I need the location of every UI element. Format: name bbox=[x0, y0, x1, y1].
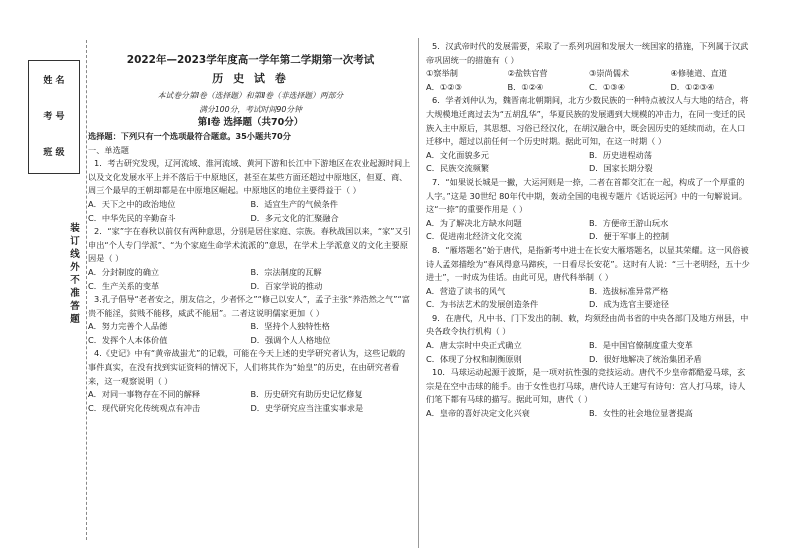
seal-char: 外 bbox=[70, 262, 80, 273]
option[interactable]: D．①②③④ bbox=[670, 81, 715, 92]
seal-char: 订 bbox=[70, 236, 80, 247]
instructions: 选择题：下列只有一个选项最符合题意。35小题共70分 bbox=[88, 130, 291, 141]
question-stem: 4.《史记》中有“黄帝战蚩尤”的记载，可能在今天上述的史学研究者认为，这些记载的事件真实，在没有找到实证资料的情况下，人们将其作为“始皇”的历史，在由研究者看来，这一观察说明（ ） bbox=[88, 348, 406, 386]
option[interactable]: D．百家学说的推动 bbox=[250, 280, 323, 291]
question-stem: 2．“家”字在春秋以前仅有两种意思，分别是居住家庭、宗族。春秋战国以来，“家”又引申出“个人专门学派”、“为个家庭生命学术流派的”意思，在学术上学派意义的文化主要原因是（ ） bbox=[88, 226, 411, 264]
option[interactable]: B．①②④ bbox=[507, 81, 544, 92]
question-stem: 8．“雁塔题名”始于唐代，是指新考中进士在长安大雁塔题名，以显其荣耀。这一风俗被诗人孟郊描绘为“春风得意马蹄疾，一日看尽长安花”。这时有人说：“三十老明经，五十少进士”，一时成为佳话。由此可见，唐代科举制（ ） bbox=[426, 244, 750, 283]
column-divider bbox=[418, 38, 419, 548]
option-list bbox=[88, 388, 413, 415]
binding-line-warning bbox=[68, 222, 82, 326]
option[interactable]: A．皇帝的喜好决定文化兴衰 bbox=[426, 408, 530, 419]
statement-list bbox=[426, 67, 752, 81]
exam-title: 2022年—2023学年度高一学年第二学期第一次考试 bbox=[126, 54, 375, 66]
seal-char: 答 bbox=[70, 301, 80, 312]
seal-char: 准 bbox=[70, 288, 80, 299]
option[interactable]: A．文化面貌多元 bbox=[426, 149, 489, 160]
option-list bbox=[88, 266, 413, 293]
question bbox=[426, 176, 752, 244]
option[interactable]: C．民族交流频繁 bbox=[426, 163, 490, 174]
option-list bbox=[426, 81, 752, 95]
option[interactable]: C．体现了分权和制衡原则 bbox=[426, 353, 522, 364]
exam-score-note: 满分100分，考试时间90分钟 bbox=[199, 104, 302, 114]
section-heading: 一、单选题 bbox=[88, 144, 129, 155]
exam-number-field-label: 考 号 bbox=[43, 112, 65, 122]
option[interactable]: B．是中国官僚制度重大变革 bbox=[589, 340, 693, 351]
option[interactable]: B．历史研究有助历史记忆修复 bbox=[250, 389, 363, 400]
option-list bbox=[88, 198, 413, 225]
option[interactable]: A．努力完善个人品德 bbox=[88, 321, 168, 332]
option[interactable]: D．很好地解决了统治集团矛盾 bbox=[589, 353, 702, 364]
seal-char: 题 bbox=[70, 314, 80, 325]
statement: ④修驰道、直道 bbox=[670, 68, 727, 79]
option[interactable]: C．中华先民的辛勤奋斗 bbox=[88, 212, 176, 223]
statement: ③崇尚儒术 bbox=[589, 68, 630, 79]
question-stem: 1．考古研究发现，辽河流域、淮河流域、黄河下游和长江中下游地区在农业起源时间上以及文化发展水平上并不落后于中原地区，甚至在某些方面还超过中原地区，但夏、商、周三个最早的王朝却都是在中原地区崛起。中原地区的地位主要得益于（ ） bbox=[88, 158, 411, 196]
option[interactable]: A．对同一事物存在不同的解释 bbox=[88, 389, 201, 400]
exam-subject: 历 史 试 卷 bbox=[212, 71, 289, 85]
option[interactable]: C．促进南北经济文化交流 bbox=[426, 231, 522, 242]
option[interactable]: D．多元文化的汇聚融合 bbox=[250, 212, 339, 223]
option[interactable]: A．分封制度的确立 bbox=[88, 266, 160, 277]
option[interactable]: C．生产关系的变革 bbox=[88, 280, 160, 291]
option[interactable]: D．便于军事上的控制 bbox=[589, 231, 669, 242]
option[interactable]: C．发挥个人本体价值 bbox=[88, 334, 168, 345]
student-info-box bbox=[28, 60, 80, 174]
option[interactable]: A．天下之中的政治地位 bbox=[88, 198, 176, 209]
option[interactable]: B．方便帝王游山玩水 bbox=[589, 217, 669, 228]
option[interactable]: A．①②③ bbox=[426, 81, 462, 92]
option[interactable]: B．宗法制度的瓦解 bbox=[250, 266, 322, 277]
question bbox=[88, 225, 413, 293]
option[interactable]: A．营造了读书的风气 bbox=[426, 285, 506, 296]
option[interactable]: D．成为选官主要途径 bbox=[589, 299, 669, 310]
binding-dashed-line bbox=[86, 40, 87, 540]
seal-char: 线 bbox=[70, 249, 80, 260]
option[interactable]: C．①③④ bbox=[589, 81, 625, 92]
option[interactable]: B．历史进程动荡 bbox=[589, 149, 652, 160]
option[interactable]: C．为书法艺术的发展创造条件 bbox=[426, 299, 539, 310]
question-stem: 9．在唐代，凡中书、门下发出的制、敕，均须经由尚书省的中央各部门及地方州县，中央各政令执行机构（ ） bbox=[426, 312, 749, 337]
option-list bbox=[426, 285, 752, 312]
question-stem: 5．汉武帝时代的发展需要，采取了一系列巩固和发展大一统国家的措施，下列属于汉武帝巩固统一的措施有（ ） bbox=[426, 41, 749, 65]
student-info-sidebar bbox=[28, 60, 80, 174]
option[interactable]: A．唐太宗时中央正式确立 bbox=[426, 340, 522, 351]
question bbox=[426, 94, 752, 176]
right-column bbox=[426, 40, 752, 421]
option[interactable]: B．坚持个人独特性格 bbox=[250, 321, 330, 332]
question bbox=[426, 40, 752, 94]
exam-structure-note: 本试卷分第Ⅰ卷（选择题）和第Ⅱ卷（非选择题）两部分 bbox=[157, 91, 344, 101]
seal-char: 装 bbox=[70, 223, 80, 234]
name-field-label: 姓 名 bbox=[43, 76, 65, 86]
question-stem: 7．“如果说长城是一撇，大运河则是一捺，二者在首都交汇在一起，构成了一个厚重的人字。”这是 30世纪 80年代中期，轰动全国的电视专题片《话说运河》中的一句解说词。这“一捺”的重要作用是（ ） bbox=[426, 176, 747, 215]
option[interactable]: D．强调个人人格地位 bbox=[250, 334, 331, 345]
option-list bbox=[426, 407, 752, 421]
question-stem: 3.孔子倡导“老者安之，朋友信之，少者怀之”“修己以安人”，孟子主张“养浩然之气”“富贵不能淫，贫贱不能移，威武不能屈”。二者这说明儒家更加（ ） bbox=[88, 294, 410, 318]
question bbox=[88, 347, 413, 415]
question-stem: 6．学者刘仲认为，魏晋南北朝期间，北方少数民族的一种特点被汉人与大地的结合，将大规模地迁离过去为“五胡乱华”，华夏民族的发展遇到大规模的冲击力，在同一变迁的民族入主中原后，其思想、习俗已经汉化，在胡汉融合中，既会因历史的延续而动，在人口迁移中，超过以前任何一个历史时期。据此可知，在这一时期（ ） bbox=[426, 95, 749, 147]
question-stem: 10．马球运动起源于波斯，是一项对抗性强的竞技运动。唐代不少皇帝都酷爱马球，玄宗是在空中击球的能手。由于女性也打马球，唐代诗人王建写有诗句：宫人打马球，诗人们笔下都有马球的描写。据此可知，唐代（ ） bbox=[426, 367, 746, 405]
option[interactable]: B．选拔标准异常严格 bbox=[589, 285, 669, 296]
question bbox=[88, 157, 413, 225]
option[interactable]: D．国家长期分裂 bbox=[589, 163, 653, 174]
left-column bbox=[88, 40, 413, 415]
option[interactable]: B．女性的社会地位显著提高 bbox=[589, 408, 693, 419]
part-one-heading: 第Ⅰ卷 选择题（共70分） bbox=[197, 117, 304, 129]
option-list bbox=[426, 149, 752, 176]
question bbox=[88, 293, 413, 347]
option[interactable]: B．适宜生产的气候条件 bbox=[250, 198, 338, 209]
question bbox=[426, 366, 752, 420]
option-list bbox=[426, 339, 752, 366]
option-list bbox=[426, 217, 752, 244]
option[interactable]: C．现代研究化传统观点有冲击 bbox=[88, 402, 201, 413]
seal-char: 不 bbox=[70, 275, 80, 286]
question bbox=[426, 312, 752, 366]
statement: ①察举制 bbox=[426, 68, 458, 79]
option-list bbox=[88, 320, 413, 347]
statement: ②盐铁官营 bbox=[507, 68, 548, 79]
option[interactable]: D．史学研究应当注重实事求是 bbox=[250, 402, 364, 413]
class-field-label: 班 级 bbox=[43, 148, 65, 158]
option[interactable]: A．为了解决北方缺水问题 bbox=[426, 217, 522, 228]
question bbox=[426, 244, 752, 312]
